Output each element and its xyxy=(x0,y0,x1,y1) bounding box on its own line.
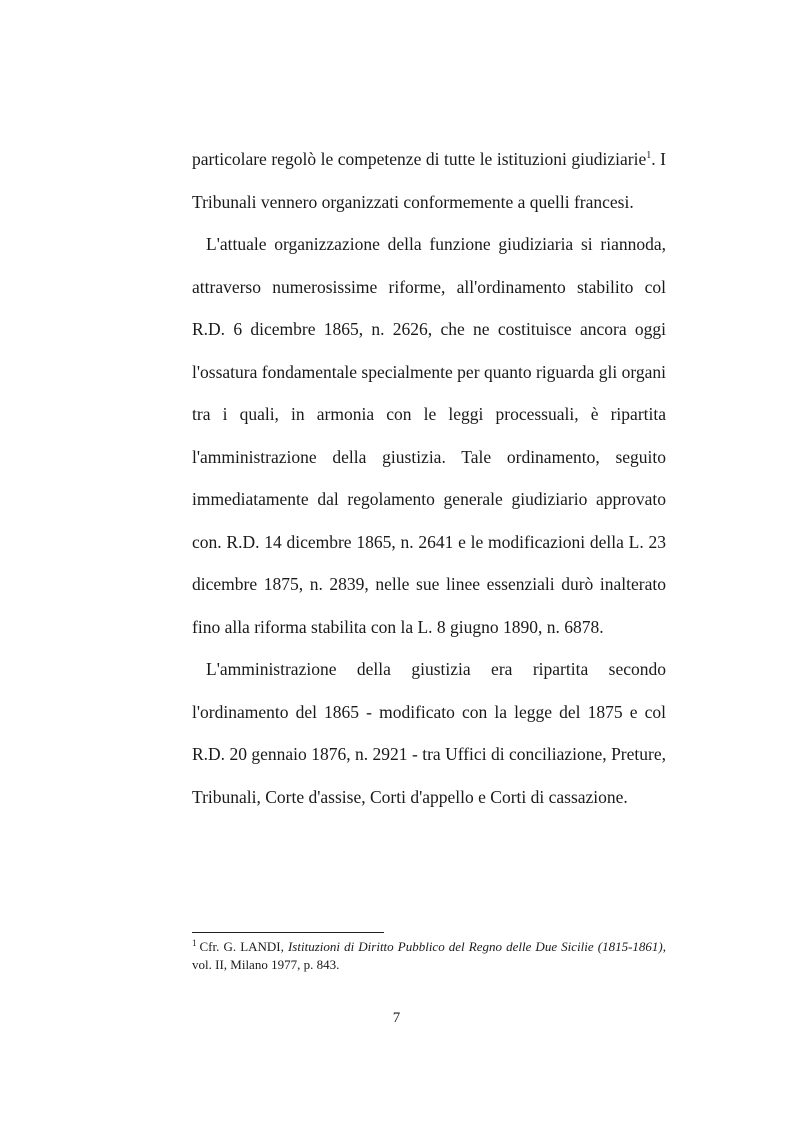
footnote-separator xyxy=(192,932,384,933)
footnote-book-title: Istituzioni di Diritto Pubblico del Regno delle Due Sicilie (1815-1861) xyxy=(287,939,663,954)
footnote-reference[interactable]: 1 xyxy=(646,150,652,162)
footnote-number: 1 xyxy=(192,937,197,948)
paragraph-2: L'attuale organizzazione della funzione giudiziaria si riannoda, attraverso numerosissime riforme, all'ordinamento stabilito col R.D. 6 dicembre 1865, n. 2626, che ne costituisce ancora oggi l'ossatura fondamentale specialmente per quanto riguarda gli organi tra i quali, in armonia con le leggi processuali, è ripartita l'amministrazione della giustizia. Tale ordinamento, seguito immediatamente dal regolamento generale giudiziario approvato con. R.D. 14 dicembre 1865, n. 2641 e le modificazioni della L. 23 dicembre 1875, n. 2839, nelle sue linee essenziali durò inalterato fino alla riforma stabilita con la L. 8 giugno 1890, n. 6878. xyxy=(192,234,666,637)
footnote-suffix: , vol. II, Milano 1977, p. 843. xyxy=(192,939,666,972)
paragraph-1-text-continued: . I Tribunali vennero organizzati conformemente a quelli francesi. xyxy=(192,149,666,212)
body-text xyxy=(192,138,666,818)
footnote xyxy=(192,938,666,974)
paragraph-1-text: particolare regolò le competenze di tutte le istituzioni giudiziarie xyxy=(192,149,647,169)
page-number: 7 xyxy=(392,1010,401,1026)
footnote-prefix: Cfr. G. LANDI, xyxy=(199,939,288,954)
paragraph-1 xyxy=(192,138,666,223)
paragraph-3: L'amministrazione della giustizia era ripartita secondo l'ordinamento del 1865 - modificato con la legge del 1875 e col R.D. 20 gennaio 1876, n. 2921 - tra Uffici di conciliazione, Preture, Tribunali, Corte d'assise, Corti d'appello e Corti di cassazione. xyxy=(192,659,666,807)
